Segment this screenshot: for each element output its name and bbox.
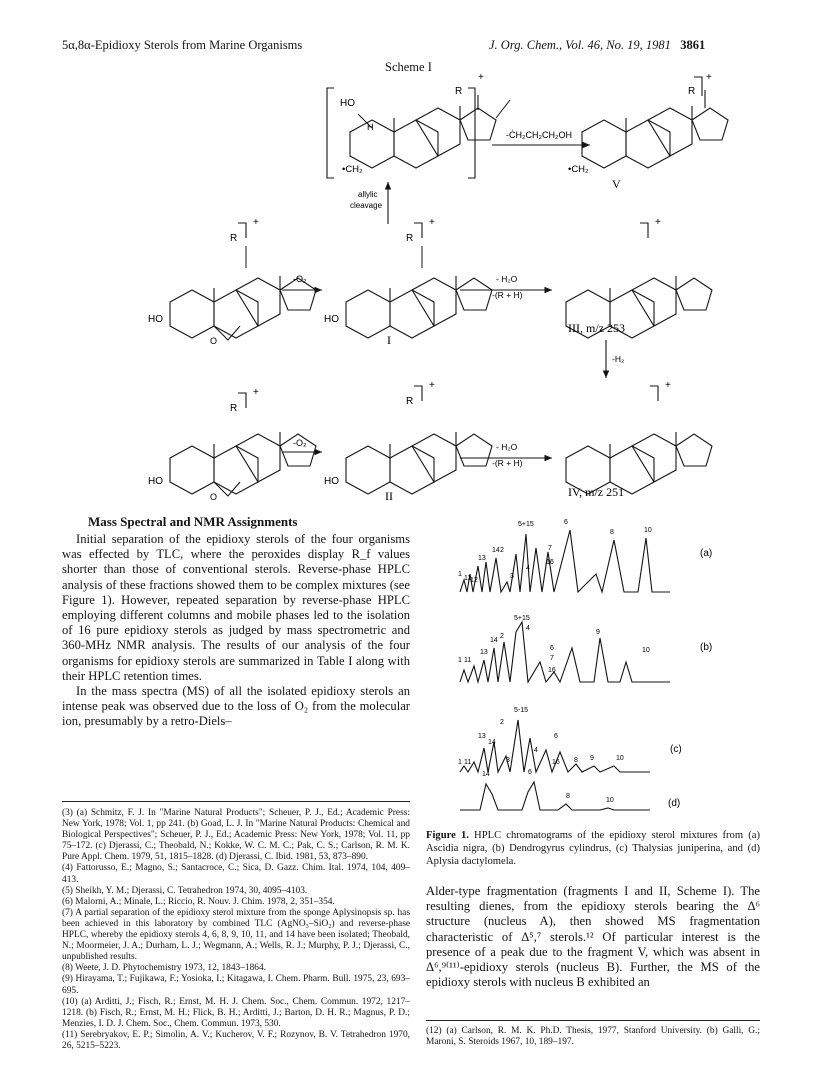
page-number: 3861	[680, 38, 706, 52]
label-arrow-minus-h2: -H₂	[612, 354, 625, 364]
left-column-body	[62, 532, 410, 730]
peak-c-16: 16	[552, 759, 560, 766]
peak-c-5-15: 5-15	[514, 707, 529, 714]
label-h-top: H	[367, 122, 374, 132]
label-ho-bottom-ii: HO	[324, 476, 339, 487]
label-r-mid-i: R	[406, 233, 414, 244]
label-plus-iii: +	[655, 217, 661, 228]
footnote-10: (10) (a) Arditti, J.; Fisch, R.; Ernst, M. H. J. Chem. Soc., Chem. Commun. 1972, 1217–1218. (b) Fisch, R.; Ernst, M. H.; Flick, B. H.; Arditti, J.; Barton, D. H. R.; Magnus, P. D.; Menzies, I. D. J. Chem. Soc., Chem. Commun. 1973, 530.	[62, 996, 410, 1029]
peak-a-4: 4	[526, 565, 530, 572]
fragment-ii-structure	[346, 386, 492, 494]
peak-d-6: 6	[528, 769, 532, 776]
trace-panel-d	[460, 782, 650, 810]
paragraph-right: Alder-type fragmentation (fragments I and II, Scheme I). The resulting dienes, from the epidioxy sterols bearing the Δ⁶ structure (nucleus A), then showed MS fragmentation characteristic of Δ⁵,⁷ sterols.¹² Of particular interest is the presence of a peak due to the fragment V, which was absent in Δ⁶,⁹⁽¹¹⁾-epidioxy sterols (nucleus B). Further, the MS of the epidioxy sterols with nucleus B exhibited an	[426, 884, 760, 990]
label-ho-mid-i: HO	[324, 314, 339, 325]
peak-c-2: 2	[500, 719, 504, 726]
paragraph-2: In the mass spectra (MS) of all the isolated epidioxy sterols an intense peak was observed due to the loss of O₂ from the molecular ion, presumably by a retro-Diels–	[62, 684, 410, 729]
label-ho-top: HO	[340, 98, 355, 109]
label-arrow-minus-rh-a: -(R + H)	[492, 290, 523, 300]
journal-citation: J. Org. Chem., Vol. 46, No. 19, 1981	[489, 38, 671, 52]
label-arrow-side-chain: -ĊH₂CH₂CH₂OH	[506, 130, 572, 140]
label-plus-top: +	[478, 72, 484, 83]
peak-c-1: 1	[458, 759, 462, 766]
peak-b-7: 7	[550, 655, 554, 662]
peak-c-14: 14	[488, 739, 496, 746]
peak-a-12: 12	[470, 577, 478, 584]
peak-d-8: 8	[566, 793, 570, 800]
footnote-7: (7) A partial separation of the epidioxy sterol mixture from the sponge Aplysinopsis sp. has been achieved in this laboratory by combined TLC (AgNO₃–SiO₂) and reverse-phase HPLC, whereby the epidioxy sterols 4, 6, 8, 9, 10, 11, and 14 have been isolated; Theobald, N.; Moormeier, J. A.; Durham, L. J.; Wegmann, A.; Wells, R. J.; Murphy, P. J.; Djerassi, C., unpublished results.	[62, 907, 410, 963]
panel-tag-c: (c)	[670, 744, 682, 755]
label-plus-bottom-b: +	[253, 387, 259, 398]
fragment-iv-structure	[566, 386, 712, 494]
label-plus-mid-a: +	[253, 217, 259, 228]
peak-c-11: 11	[464, 759, 472, 766]
peak-a-5-15: 5+15	[518, 521, 534, 528]
label-o-peroxide-a: O	[210, 336, 218, 346]
peak-b-1: 1	[458, 657, 462, 664]
peak-c-8: 8	[574, 757, 578, 764]
peak-c-10: 10	[616, 755, 624, 762]
peak-labels-panel-b	[458, 615, 650, 674]
peak-labels-panel-c	[458, 707, 624, 766]
label-arrow-minus-h2o-b: - H₂O	[496, 442, 518, 452]
label-fragment-iii: III, m/z 253	[568, 321, 625, 335]
peak-a-13: 13	[478, 555, 486, 562]
label-arrow-minus-h2o-a: - H₂O	[496, 274, 518, 284]
label-ho-mid-a: HO	[148, 314, 163, 325]
peak-a-14: 14	[492, 547, 500, 554]
peak-b-14: 14	[490, 637, 498, 644]
label-fragment-i: I	[387, 333, 391, 347]
peak-b-11: 11	[464, 657, 472, 664]
footnote-9: (9) Hirayama, T.; Fujikawa, F.; Yosioka, I.; Kitagawa, I. Chem. Pharm. Bull. 1975, 23, 693–695.	[62, 974, 410, 996]
figure-1-caption	[426, 830, 760, 868]
label-ho-bottom-b: HO	[148, 476, 163, 487]
label-ch2-top: •CH₂	[342, 164, 363, 175]
footnote-4: (4) Fattorusso, E.; Magno, S.; Santacroce, C.; Sica, D. Gazz. Chim. Ital. 1974, 104, 409–413.	[62, 863, 410, 885]
label-r-mid-a: R	[230, 233, 238, 244]
panel-tag-d: (d)	[668, 798, 681, 809]
footnote-rule-left	[62, 801, 410, 802]
label-arrow-minus-o2-b: -O₂	[293, 438, 307, 448]
label-plus-v: +	[706, 72, 712, 83]
footnote-6: (6) Malorni, A.; Minale, L.; Riccio, R. Nouv. J. Chim. 1978, 2, 351–354.	[62, 896, 335, 907]
peak-a-2: 2	[500, 547, 504, 554]
label-plus-iv: +	[665, 380, 671, 391]
peak-a-10: 10	[644, 527, 652, 534]
peak-c-3: 3	[506, 757, 510, 764]
footnote-3: (3) (a) Schmitz, F. J. In "Marine Natural Products"; Scheuer, P. J., Ed.; Academic Press: New York, 1978; Vol. 1, pp 241. (b) Goad, L. J. In "Marine Natural Products: Chemical and Biological Perspectives"; Scheuer, P. J., Ed.; Academic Press: New York, 1978; Vol. 11, pp 75–172. (c) Djerassi, C.; Theobald, N.; Kokke, W. C. M. C.; Pak, C. S.; Carlson, R. M. K. Pure Appl. Chem. 1979, 51, 1815–1828. (d) Djerassi, C. Ibid. 1981, 53, 873–890.	[62, 808, 410, 863]
peak-b-13: 13	[480, 649, 488, 656]
label-o-peroxide-b: O	[210, 492, 218, 502]
peak-a-1: 1	[458, 571, 462, 578]
peak-c-6: 6	[554, 733, 558, 740]
peak-a-11: 11	[464, 575, 472, 582]
footnote-rule-right	[426, 1020, 760, 1021]
footnote-5: (5) Sheikh, Y. M.; Djerassi, C. Tetrahedron 1974, 30, 4095–4103.	[62, 885, 308, 896]
peak-b-2: 2	[500, 633, 504, 640]
peak-b-16: 16	[548, 667, 556, 674]
label-plus-mid-i: +	[429, 217, 435, 228]
label-arrow-minus-o2-a: -O₂	[293, 274, 307, 284]
footnotes-left	[62, 808, 410, 1052]
trace-panel-b	[460, 622, 670, 682]
fragment-v-structure	[582, 77, 728, 168]
scheme-diagram	[0, 0, 820, 515]
panel-tag-a: (a)	[700, 548, 713, 559]
label-r-v: R	[688, 86, 696, 97]
scheme-title: Scheme I	[385, 60, 432, 74]
label-cleavage: cleavage	[350, 201, 383, 210]
footnote-8: (8) Weete, J. D. Phytochemistry 1973, 12, 1843–1864.	[62, 963, 266, 974]
label-plus-bottom-ii: +	[429, 380, 435, 391]
running-head-title: 5α,8α-Epidioxy Sterols from Marine Organisms	[62, 38, 303, 52]
label-allylic: allylic	[358, 190, 378, 199]
peak-b-5-15: 5+15	[514, 615, 530, 622]
footnote-12: (12) (a) Carlson, R. M. K. Ph.D. Thesis, 1977, Stanford University. (b) Galli, G.; Maroni, S. Steroids 1967, 10, 189–197.	[426, 1026, 760, 1048]
peak-b-6: 6	[550, 645, 554, 652]
figure-1-chromatograms	[430, 512, 760, 824]
peak-a-8: 8	[610, 529, 614, 536]
fragment-i-structure	[346, 223, 492, 338]
peak-d-10: 10	[606, 797, 614, 804]
peak-a-16: 16	[546, 559, 554, 566]
peak-a-6: 6	[564, 519, 568, 526]
panel-tag-b: (b)	[700, 642, 713, 653]
peak-a-7: 7	[548, 545, 552, 552]
section-heading: Mass Spectral and NMR Assignments	[88, 514, 298, 529]
figure-caption-text: HPLC chromatograms of the epidioxy sterol mixtures from (a) Ascidia nigra, (b) Dendrogyrus cylindrus, (c) Thalysias juniperina, and (d) Aplysia dactylomela.	[426, 830, 760, 867]
label-r-bottom-b: R	[230, 403, 238, 414]
right-column-body	[426, 884, 760, 990]
label-fragment-v: V	[612, 177, 621, 191]
figure-caption-label: Figure 1.	[426, 830, 469, 841]
label-r-top: R	[455, 86, 463, 97]
label-fragment-iv: IV, m/z 251	[568, 485, 625, 499]
trace-panel-a	[460, 530, 670, 592]
footnote-11: (11) Serebryakov, E. P.; Simolin, A. V.; Kucherov, V. F.; Rozynov, B. V. Tetrahedron 1970, 26, 5215–5223.	[62, 1029, 410, 1051]
peak-b-10: 10	[642, 647, 650, 654]
peak-d-14: 14	[482, 771, 490, 778]
footnotes-right	[426, 1026, 760, 1048]
peak-c-4: 4	[534, 747, 538, 754]
peak-labels-panel-d	[482, 769, 614, 804]
peak-c-9: 9	[590, 755, 594, 762]
label-fragment-ii: II	[385, 489, 393, 503]
peak-b-4: 4	[526, 625, 530, 632]
peak-b-9: 9	[596, 629, 600, 636]
label-arrow-minus-rh-b: -(R + H)	[492, 458, 523, 468]
peak-a-3: 3	[510, 573, 514, 580]
label-r-bottom-ii: R	[406, 396, 414, 407]
paragraph-1: Initial separation of the epidioxy sterols of the four organisms was effected by TLC, where the peroxides display R_f values shorter than those of conventional sterols. Reverse-phase HPLC analysis of these fractions showed them to be complex mixtures (see Figure 1). However, repeated separation by reverse-phase HPLC employing different columns and mobile phases led to the isolation of 16 pure epidioxy sterols as judged by mass spectrometric and 360-MHz NMR analysis. The results of our analysis of the four organisms for epidioxy sterols are summarized in Table I along with their HPLC retention times.	[62, 532, 410, 683]
peak-c-13: 13	[478, 733, 486, 740]
label-ch2-v: •CH₂	[568, 164, 589, 175]
